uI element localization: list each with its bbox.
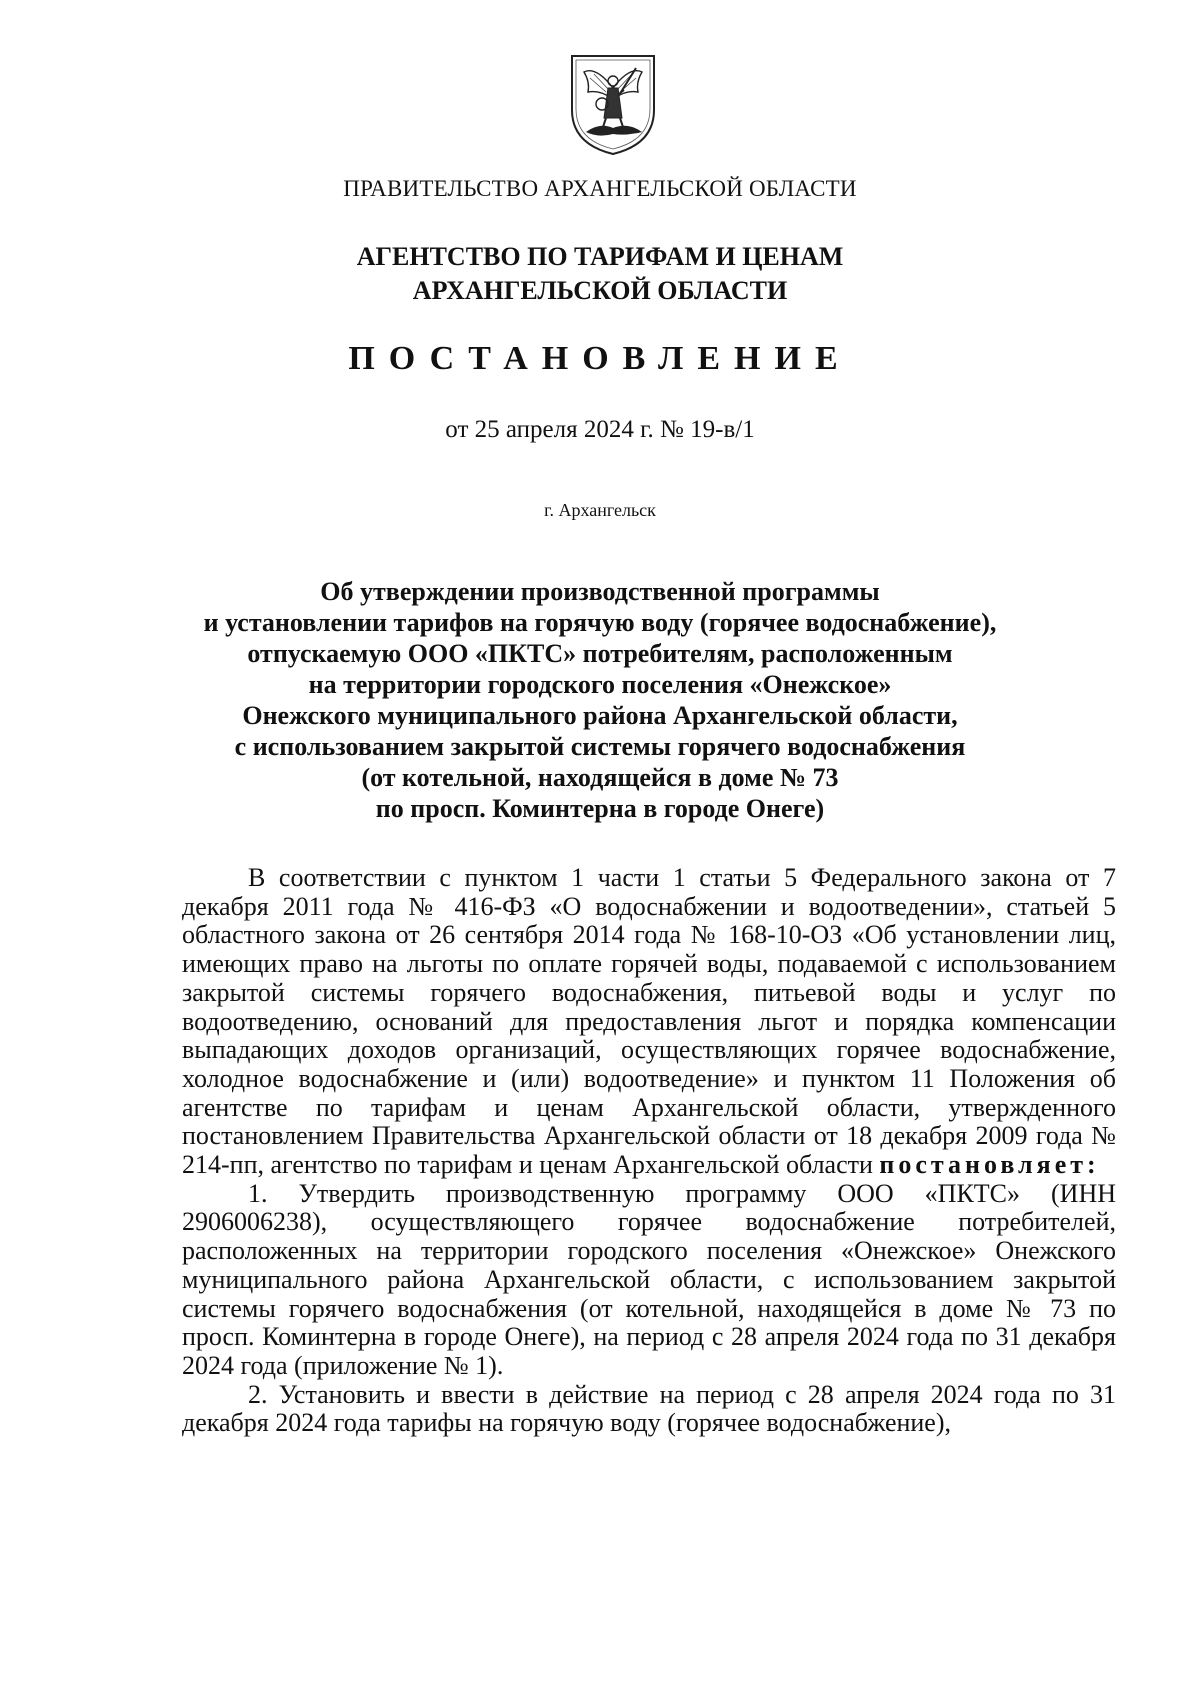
document-date-number: от 25 апреля 2024 г. № 19-в/1 [445,416,755,443]
agency-name-line2: АРХАНГЕЛЬСКОЙ ОБЛАСТИ [412,276,788,305]
document-subject [0,576,1200,824]
government-name: ПРАВИТЕЛЬСТВО АРХАНГЕЛЬСКОЙ ОБЛАСТИ [343,176,857,201]
subject-line: и установлении тарифов на горячую воду (горячее водоснабжение), [203,608,997,637]
preamble-text: В соответствии с пунктом 1 части 1 статьи 5 Федерального закона от 7 декабря 2011 года № 416-ФЗ «О водоснабжении и водоотведении», статьей 5 областного закона от 26 сентября 2014 года № 168-10-ОЗ «Об установлении лиц, имеющих право на льготы по оплате горячей воды, подаваемой с использованием закрытой системы горячего водоснабжения, питьевой воды и услуг по водоотведению, оснований для предоставления льгот и порядка компенсации выпадающих доходов организаций, осуществляющих горячее водоснабжение, холодное водоснабжение и (или) водоотведение» и пунктом 11 Положения об агентстве по тарифам и ценам Архангельской области, утвержденного постановлением Правительства Архангельской области от 18 декабря 2009 года № 214-пп, агентство по тарифам и ценам Архангельской области [182,863,1116,1180]
coat-of-arms-icon [566,48,660,156]
subject-line: на территории городского поселения «Онежское» [308,670,892,699]
subject-line: (от котельной, находящейся в доме № 73 [361,763,839,792]
subject-line: Об утверждении производственной программы [320,577,880,606]
preamble-paragraph [182,864,1116,1180]
subject-line: отпускаемую ООО «ПКТС» потребителям, расположенным [247,639,953,668]
agency-name [0,240,1200,308]
item-2-paragraph: 2. Установить и ввести в действие на период с 28 апреля 2024 года по 31 декабря 2024 года тарифы на горячую воду (горячее водоснабжение), [182,1379,1116,1438]
document-city: г. Архангельск [544,500,656,520]
subject-line: с использованием закрытой системы горячего водоснабжения [234,732,966,761]
subject-line: по просп. Коминтерна в городе Онеге) [375,794,825,823]
agency-name-line1: АГЕНТСТВО ПО ТАРИФАМ И ЦЕНАМ [356,242,844,271]
document-type: ПОСТАНОВЛЕНИЕ [348,340,852,377]
resolves-word: постановляет: [879,1150,1100,1180]
subject-line: Онежского муниципального района Архангельской области, [242,701,958,730]
item-1-paragraph: 1. Утвердить производственную программу ООО «ПКТС» (ИНН 2906006238), осуществляющего горячее водоснабжение потребителей, расположенных на территории городского поселения «Онежское» Онежского муниципального района Архангельской области, с использованием закрытой системы горячего водоснабжения (от котельной, находящейся в доме № 73 по просп. Коминтерна в городе Онеге), на период с 28 апреля 2024 года по 31 декабря 2024 года (приложение № 1). [182,1178,1116,1380]
document-body [182,864,1116,1438]
